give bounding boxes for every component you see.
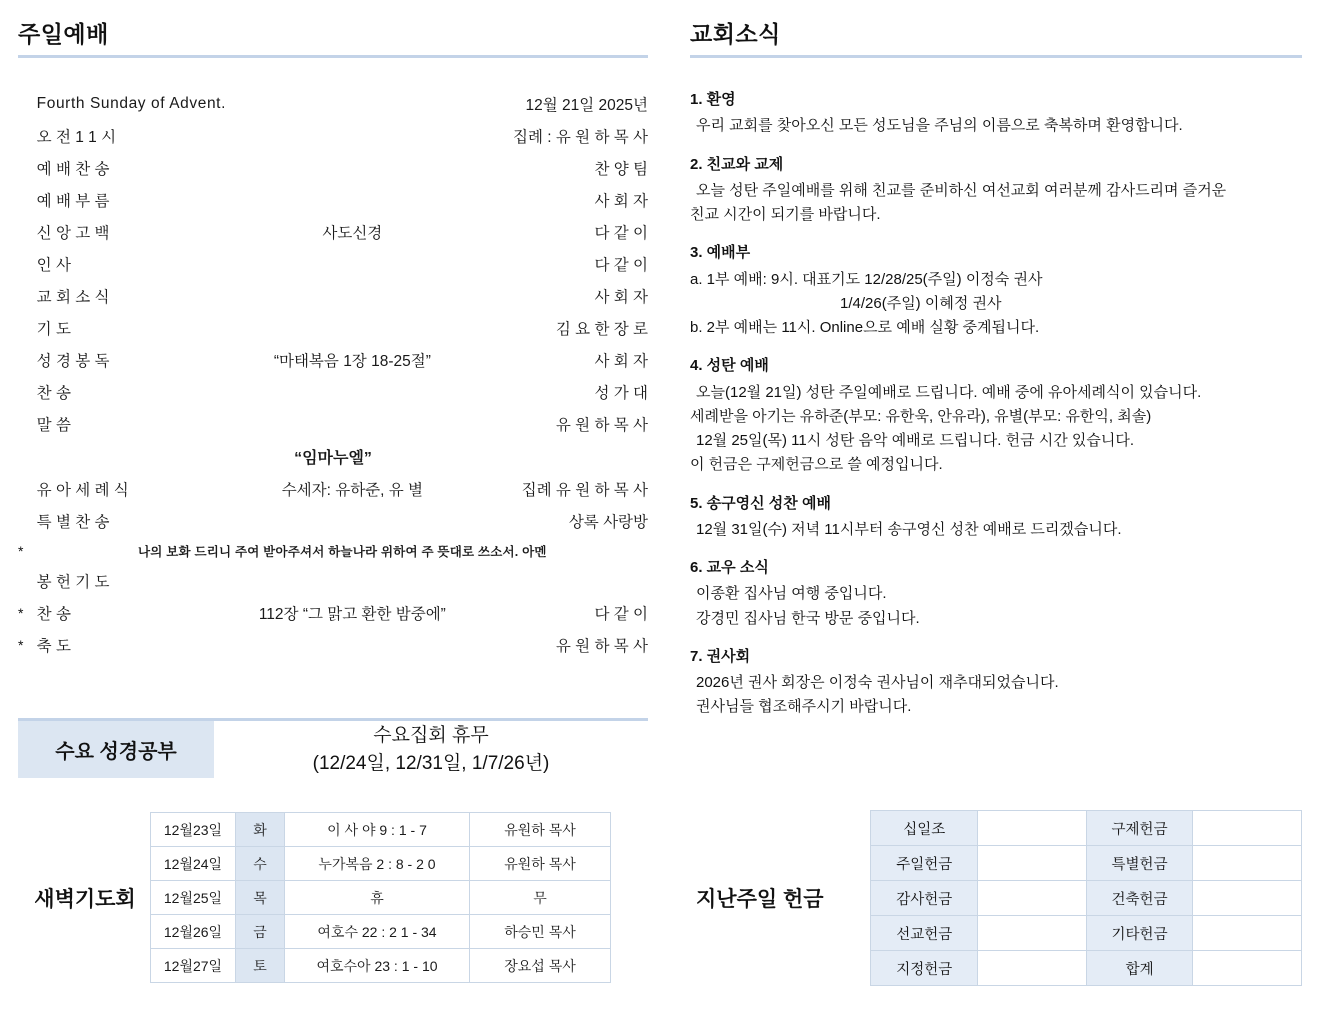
news-line: 친교 시간이 되기를 바랍니다. (690, 206, 881, 223)
table-row (151, 949, 611, 983)
order-detail (233, 629, 472, 661)
news-line: 강경민 집사님 한국 방문 중입니다. (696, 609, 920, 627)
table-row (151, 881, 611, 915)
dawn-speaker: 장요섭 목사 (470, 949, 611, 983)
news-list (690, 88, 1302, 719)
order-leader: 성 가 대 (594, 385, 648, 402)
table-row (871, 811, 1302, 846)
news-line: 1/4/26(주일) 이혜정 권사 (840, 294, 1002, 312)
star-mark: * (18, 637, 24, 653)
order-item: 신 앙 고 백 (36, 225, 110, 242)
dawn-day: 목 (236, 881, 285, 915)
order-time-row (18, 120, 648, 152)
offering-label: 구제헌금 (1086, 811, 1193, 846)
order-leader: 유 원 하 목 사 (555, 638, 648, 655)
offering-value[interactable] (978, 846, 1087, 881)
order-leader: 유 원 하 목 사 (555, 417, 648, 434)
dawn-prayer-table (150, 812, 611, 983)
table-row (871, 951, 1302, 986)
order-detail (233, 248, 472, 280)
order-mark (18, 344, 37, 376)
news-heading: 4. 성탄 예배 (690, 357, 769, 375)
wednesday-line2: (12/24일, 12/31일, 1/7/26년) (312, 752, 550, 774)
offering-verse: 나의 보화 드리니 주여 받아주셔서 하늘나라 위하여 주 뜻대로 쓰소서. 아멘 (138, 545, 547, 559)
spacer-cell (233, 505, 472, 537)
news-item (690, 88, 1302, 138)
dawn-speaker: 유원하 목사 (470, 847, 611, 881)
order-leader: 다 같 이 (594, 225, 648, 242)
order-detail: “마태복음 1장 18-25절” (273, 353, 431, 370)
offering-table (870, 810, 1302, 986)
news-line: 세례받을 아기는 유하준(부모: 유한욱, 안유라), 유별(부모: 유한익, 최솔) (690, 407, 1152, 425)
order-detail: 사도신경 (322, 225, 383, 242)
order-header-row (18, 88, 648, 120)
special-song-row (18, 505, 648, 537)
news-heading: 5. 송구영신 성찬 예배 (690, 494, 831, 512)
dawn-prayer-section (20, 812, 650, 983)
news-title-rule (690, 55, 1302, 58)
dawn-scripture: 휴 (285, 881, 470, 915)
order-leader: 찬 양 팀 (594, 161, 648, 178)
news-item (690, 354, 1302, 476)
wednesday-line1: 수요집회 휴무 (373, 724, 489, 746)
dawn-day: 토 (236, 949, 285, 983)
worship-column (18, 16, 648, 661)
table-row (871, 881, 1302, 916)
news-line: a. 1부 예배: 9시. 대표기도 12/28/25(주일) 이정숙 권사 (690, 270, 1043, 288)
offering-verse-row (18, 537, 648, 565)
order-mark (18, 280, 37, 312)
order-mark (18, 152, 37, 184)
offering-value[interactable] (978, 811, 1087, 846)
order-detail (233, 565, 472, 597)
table-row (18, 376, 648, 408)
news-line: 권사님들 협조해주시기 바랍니다. (696, 698, 912, 716)
order-detail (233, 408, 472, 440)
table-row (18, 629, 648, 661)
news-item (690, 241, 1302, 339)
news-item (690, 645, 1302, 719)
news-heading: 1. 환영 (690, 91, 736, 108)
order-mark (18, 216, 37, 248)
wednesday-body (214, 721, 648, 778)
table-row (151, 847, 611, 881)
offering-label: 주일헌금 (871, 846, 978, 881)
dawn-speaker: 무 (470, 881, 611, 915)
order-item: 찬 송 (36, 385, 71, 402)
service-date: 12월 21일 2025년 (525, 97, 648, 114)
news-line: 12월 25일(목) 11시 성탄 음악 예배로 드립니다. 헌금 시간 있습니다. (696, 432, 1135, 449)
order-leader (472, 565, 648, 597)
table-row (151, 813, 611, 847)
order-item: 기 도 (36, 321, 71, 338)
table-row (871, 916, 1302, 951)
news-line: 오늘 성탄 주일예배를 위해 친교를 준비하신 여선교회 여러분께 감사드리며 즐거운 (696, 181, 1227, 199)
offering-label: 기타헌금 (1086, 916, 1193, 951)
offering-value[interactable] (1193, 881, 1302, 916)
baptism-candidates: 수세자: 유하준, 유 별 (281, 482, 424, 499)
news-heading: 7. 권사회 (690, 647, 751, 665)
offering-value[interactable] (1193, 846, 1302, 881)
star-mark: * (18, 543, 24, 559)
news-line: 오늘(12월 21일) 성탄 주일예배로 드립니다. 예배 중에 유아세례식이 있습니다. (696, 383, 1202, 401)
order-leader: 사 회 자 (594, 193, 648, 210)
order-detail (233, 376, 472, 408)
order-item: 교 회 소 식 (36, 289, 110, 306)
order-item: 예 배 부 름 (36, 193, 110, 210)
baptism-officiant: 집례 유 원 하 목 사 (521, 482, 648, 499)
table-row (18, 565, 648, 597)
news-heading: 6. 교우 소식 (690, 559, 769, 576)
service-officiant: 집례 : 유 원 하 목 사 (513, 129, 648, 146)
wednesday-label: 수요 성경공부 (18, 721, 214, 778)
dawn-prayer-title: 새벽기도회 (34, 887, 136, 911)
wednesday-row (18, 721, 648, 778)
order-detail (233, 184, 472, 216)
table-row (18, 248, 648, 280)
dawn-date: 12월25일 (151, 881, 236, 915)
order-mark (18, 565, 37, 597)
dawn-date: 12월27일 (151, 949, 236, 983)
sermon-title: “임마누엘” (294, 450, 372, 467)
order-mark (18, 88, 37, 120)
special-song-item: 특 별 찬 송 (36, 514, 110, 531)
offering-title: 지난주일 헌금 (696, 888, 824, 911)
service-time: 오 전 1 1 시 (36, 129, 117, 146)
order-detail (233, 152, 472, 184)
table-row (18, 408, 648, 440)
news-line: b. 2부 예배는 11시. Online으로 예배 실황 중계됩니다. (690, 319, 1040, 336)
dawn-date: 12월23일 (151, 813, 236, 847)
news-column (690, 16, 1302, 734)
offering-label: 특별헌금 (1086, 846, 1193, 881)
order-item: 인 사 (36, 257, 71, 274)
offering-section (690, 810, 1302, 986)
offering-label: 건축헌금 (1086, 881, 1193, 916)
offering-value[interactable] (978, 881, 1087, 916)
news-line: 우리 교회를 찾아오신 모든 성도님을 주님의 이름으로 축복하며 환영합니다. (696, 117, 1183, 135)
order-detail (233, 280, 472, 312)
news-line: 12월 31일(수) 저녁 11시부터 송구영신 성찬 예배로 드리겠습니다. (696, 520, 1122, 538)
special-song-group: 상록 사랑방 (568, 514, 648, 531)
offering-value[interactable] (1193, 811, 1302, 846)
table-row (18, 152, 648, 184)
offering-value[interactable] (978, 951, 1087, 986)
news-line: 2026년 권사 회장은 이정숙 권사님이 재추대되었습니다. (696, 674, 1059, 691)
order-mark (18, 505, 37, 537)
order-item: 봉 헌 기 도 (36, 574, 110, 591)
order-mark (18, 120, 37, 152)
order-mark (18, 408, 37, 440)
offering-value[interactable] (978, 916, 1087, 951)
order-item: 성 경 봉 독 (36, 353, 110, 370)
table-row (18, 280, 648, 312)
sermon-title-row (18, 440, 648, 473)
order-mark (18, 312, 37, 344)
order-leader: 김 요 한 장 로 (555, 321, 648, 338)
worship-order-table (18, 88, 648, 661)
wednesday-section (18, 718, 648, 778)
order-mark (18, 248, 37, 280)
order-item: 축 도 (36, 638, 71, 655)
order-detail: 112장 “그 맑고 환한 밤중에” (258, 606, 446, 623)
table-row (18, 216, 648, 248)
dawn-day: 수 (236, 847, 285, 881)
offering-value[interactable] (1193, 916, 1302, 951)
dawn-day: 화 (236, 813, 285, 847)
english-season: Fourth Sunday of Advent. (36, 95, 226, 112)
dawn-speaker: 유원하 목사 (470, 813, 611, 847)
news-heading: 3. 예배부 (690, 244, 751, 262)
dawn-scripture: 여호수아 23 : 1 - 10 (285, 949, 470, 983)
order-item: 찬 송 (36, 606, 71, 623)
dawn-scripture: 이 사 야 9 : 1 - 7 (285, 813, 470, 847)
order-leader: 다 같 이 (594, 257, 648, 274)
dawn-day: 금 (236, 915, 285, 949)
dawn-date: 12월24일 (151, 847, 236, 881)
table-row (871, 846, 1302, 881)
order-item: 예 배 찬 송 (36, 161, 110, 178)
order-leader: 다 같 이 (594, 606, 648, 623)
offering-label: 감사헌금 (871, 881, 978, 916)
news-heading: 2. 친교와 교제 (690, 155, 784, 173)
news-item (690, 556, 1302, 630)
dawn-scripture: 누가복음 2 : 8 - 2 0 (285, 847, 470, 881)
offering-label: 십일조 (871, 811, 978, 846)
offering-label: 선교헌금 (871, 916, 978, 951)
baptism-item: 유 아 세 례 식 (36, 482, 129, 499)
worship-title-rule (18, 55, 648, 58)
order-leader: 사 회 자 (594, 289, 648, 306)
order-detail (233, 312, 472, 344)
dawn-date: 12월26일 (151, 915, 236, 949)
offering-total-label: 합계 (1086, 951, 1193, 986)
order-item: 말 씀 (36, 417, 71, 434)
news-title: 교회소식 (690, 21, 781, 47)
news-line: 이 헌금은 구제헌금으로 쓸 예정입니다. (690, 456, 943, 474)
worship-title: 주일예배 (18, 21, 109, 47)
baptism-row (18, 473, 648, 505)
order-mark (18, 473, 37, 505)
offering-total-value[interactable] (1193, 951, 1302, 986)
spacer-cell (233, 88, 472, 120)
table-row (18, 184, 648, 216)
star-mark: * (18, 605, 24, 621)
table-row (18, 312, 648, 344)
dawn-speaker: 하승민 목사 (470, 915, 611, 949)
spacer-cell (233, 120, 472, 152)
order-mark (18, 184, 37, 216)
order-mark (18, 376, 37, 408)
dawn-scripture: 여호수 22 : 2 1 - 34 (285, 915, 470, 949)
news-item (690, 153, 1302, 227)
news-item (690, 492, 1302, 542)
table-row (151, 915, 611, 949)
table-row (18, 597, 648, 629)
table-row (18, 344, 648, 376)
offering-label: 지정헌금 (871, 951, 978, 986)
news-line: 이종환 집사님 여행 중입니다. (696, 585, 887, 603)
order-leader: 사 회 자 (594, 353, 648, 370)
